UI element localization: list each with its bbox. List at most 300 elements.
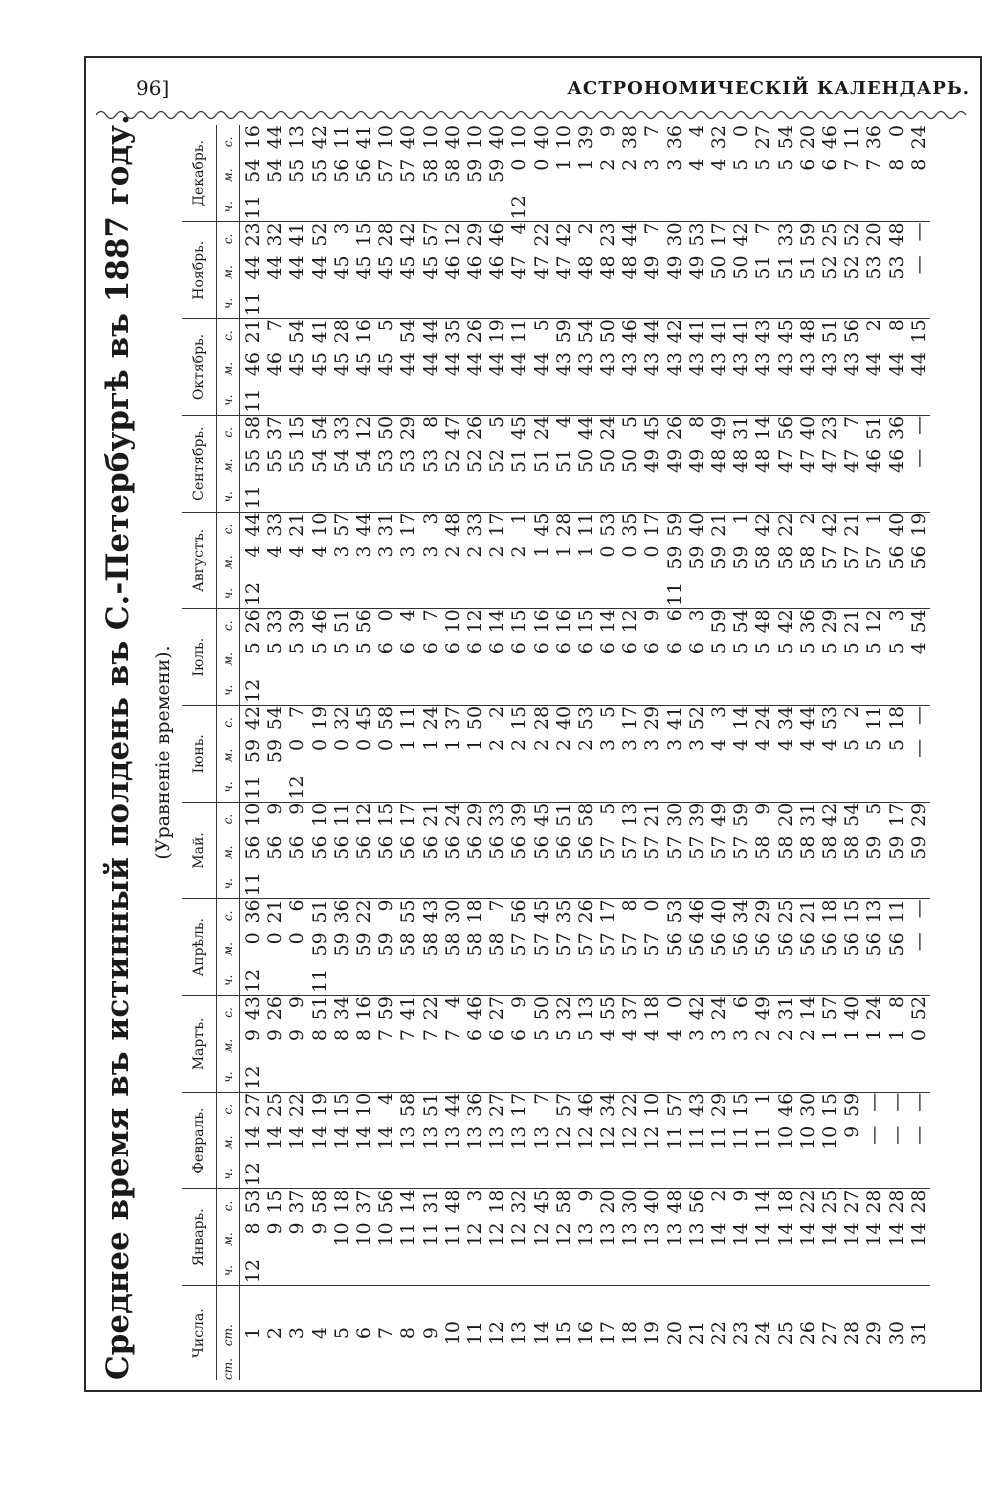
minute-cell: 4 [730, 738, 753, 751]
second-cell: 42 [730, 222, 753, 247]
minute-cell: 2 [552, 738, 575, 751]
second-cell: 40 [530, 125, 553, 150]
hour-cell [885, 1159, 907, 1189]
hour-cell [442, 289, 464, 319]
hour-cell [508, 869, 530, 899]
minute-cell: 13 [463, 1125, 486, 1150]
second-cell: 11 [330, 125, 353, 150]
hour-cell: 11 [240, 192, 265, 222]
minute-cell: 43 [841, 352, 864, 377]
hour-cell [309, 1062, 331, 1092]
hour-cell [797, 1062, 819, 1092]
hour-cell [664, 772, 686, 802]
second-cell: 17 [885, 802, 908, 827]
hour-cell [752, 289, 774, 319]
hour-cell [708, 1256, 730, 1286]
hour-cell: 11 [240, 289, 265, 319]
unit-label: м. [217, 159, 240, 192]
second-cell: 48 [441, 1189, 464, 1214]
minute-cell: 10 [353, 1222, 376, 1247]
second-cell: 44 [641, 319, 664, 344]
hour-cell [885, 482, 907, 512]
second-cell: 49 [752, 996, 775, 1021]
second-cell: 1 [730, 512, 753, 525]
hour-cell [641, 966, 663, 996]
unit-label: м. [217, 836, 240, 869]
hour-cell [331, 676, 353, 706]
hour-cell [619, 289, 641, 319]
second-cell: 51 [308, 899, 331, 924]
second-cell: 27 [752, 125, 775, 150]
minute-cell: 57 [508, 932, 531, 957]
minute-cell: 59 [685, 545, 708, 570]
hour-cell [353, 482, 375, 512]
second-cell: 41 [286, 222, 309, 247]
minute-cell: 56 [463, 835, 486, 860]
minute-cell: 0 [286, 932, 309, 945]
second-cell: 15 [375, 802, 398, 827]
second-cell: 3 [330, 222, 353, 235]
minute-cell: 1 [441, 738, 464, 751]
minute-cell: 11 [663, 1125, 686, 1150]
day-number: 25 [774, 1321, 797, 1346]
second-cell: 3 [419, 512, 442, 525]
minute-cell: 2 [486, 738, 509, 751]
hour-cell [375, 1062, 397, 1092]
second-cell: 0 [641, 899, 664, 912]
hour-cell [530, 1256, 552, 1286]
second-cell: 26 [463, 319, 486, 344]
hour-cell [752, 966, 774, 996]
second-cell: 50 [375, 415, 398, 441]
minute-cell: 47 [774, 448, 797, 473]
minute-cell: 56 [841, 932, 864, 957]
hour-cell [553, 192, 575, 222]
second-cell: 37 [353, 1189, 376, 1214]
hour-cell [730, 1256, 752, 1286]
minute-cell: 13 [419, 1125, 442, 1150]
minute-cell: 59 [885, 835, 908, 860]
second-cell: 30 [619, 1189, 642, 1214]
second-cell: 37 [619, 996, 642, 1021]
minute-cell: 56 [353, 158, 376, 183]
hour-cell [908, 966, 930, 996]
hour-cell [686, 772, 708, 802]
table-row [885, 125, 907, 1380]
hour-cell [530, 676, 552, 706]
month-header: Декабрь. [182, 125, 217, 222]
second-cell: 43 [242, 996, 265, 1021]
second-cell: 17 [508, 1092, 531, 1117]
second-cell: 19 [907, 512, 930, 537]
second-cell: 59 [708, 609, 731, 634]
hour-cell [708, 676, 730, 706]
hour-cell [641, 1062, 663, 1092]
minute-cell: 56 [818, 932, 841, 957]
second-cell: 26 [574, 899, 597, 924]
second-cell: 26 [463, 415, 486, 441]
hour-cell [375, 192, 397, 222]
second-cell: 40 [486, 125, 509, 150]
hour-cell [331, 966, 353, 996]
second-cell: 6 [663, 609, 686, 622]
minute-cell: 46 [463, 255, 486, 280]
table-row [508, 125, 530, 1380]
minute-cell: 6 [397, 642, 420, 655]
second-cell: 27 [486, 1092, 509, 1117]
hour-cell [264, 1062, 286, 1092]
second-cell: 10 [353, 1092, 376, 1117]
second-cell: 21 [841, 609, 864, 634]
second-cell: 15 [841, 899, 864, 924]
second-cell: 58 [375, 705, 398, 731]
minute-cell: 14 [264, 1125, 287, 1150]
minute-cell: 43 [641, 352, 664, 377]
hour-cell [530, 869, 552, 899]
minute-cell: 57 [663, 835, 686, 860]
hour-cell [264, 772, 286, 802]
minute-cell: 58 [796, 835, 819, 860]
minute-cell: 45 [330, 352, 353, 377]
second-cell: 2 [486, 705, 509, 719]
hour-cell [508, 482, 530, 512]
hour-cell [397, 289, 419, 319]
hour-cell [863, 966, 885, 996]
second-cell: 51 [419, 1092, 442, 1117]
day-number: 24 [752, 1321, 775, 1346]
minute-cell: 6 [641, 642, 664, 655]
second-cell: 39 [685, 802, 708, 827]
minute-cell: 50 [574, 448, 597, 473]
hour-cell [775, 1062, 797, 1092]
second-cell: 42 [752, 512, 775, 537]
hour-cell [464, 579, 486, 609]
second-cell: 16 [552, 609, 575, 634]
second-cell: 11 [508, 319, 531, 344]
minute-cell: 9 [286, 1222, 309, 1235]
hour-cell [686, 482, 708, 512]
hour-cell [819, 1159, 841, 1189]
minute-cell: 1 [552, 158, 575, 171]
second-cell: 14 [597, 609, 620, 634]
minute-cell: 58 [463, 932, 486, 957]
minute-cell: 44 [441, 352, 464, 377]
second-cell: 45 [353, 705, 376, 731]
second-cell: 53 [663, 899, 686, 924]
second-cell: 46 [574, 1092, 597, 1117]
unit-label: м. [217, 255, 240, 288]
minute-cell: 43 [574, 352, 597, 377]
second-cell: 1 [752, 1092, 775, 1105]
second-cell: 8 [885, 319, 908, 332]
hour-cell [641, 579, 663, 609]
hour-cell [730, 1159, 752, 1189]
day-number: 27 [818, 1321, 841, 1346]
month-header: Январь. [182, 1189, 217, 1286]
minute-cell: 46 [863, 448, 886, 473]
hour-cell [286, 1062, 308, 1092]
minute-cell: 5 [708, 642, 731, 655]
hour-cell [397, 869, 419, 899]
unit-label: с. [217, 802, 240, 835]
second-cell: 16 [353, 319, 376, 344]
minute-cell: 57 [841, 545, 864, 570]
second-cell: 10 [441, 609, 464, 634]
minute-cell: 3 [330, 545, 353, 558]
minute-cell: 51 [530, 448, 553, 473]
minute-cell: 1 [841, 1029, 864, 1042]
minute-cell: 58 [397, 932, 420, 957]
minute-cell: 58 [774, 835, 797, 860]
hour-cell [530, 1159, 552, 1189]
minute-cell: 9 [242, 1029, 265, 1042]
second-cell: 56 [508, 899, 531, 924]
rotated-content [100, 114, 970, 1380]
hour-cell [309, 1159, 331, 1189]
hour-cell [664, 966, 686, 996]
second-cell: 7 [486, 899, 509, 912]
table-row [397, 125, 419, 1380]
minute-cell: 48 [574, 255, 597, 280]
hour-cell [353, 579, 375, 609]
second-cell: 27 [841, 1189, 864, 1214]
second-cell: 25 [774, 899, 797, 924]
minute-cell: 57 [818, 545, 841, 570]
minute-cell: 11 [441, 1222, 464, 1247]
hour-cell [664, 869, 686, 899]
table-row [641, 125, 663, 1380]
second-cell: 36 [663, 125, 686, 150]
second-cell: 4 [397, 609, 420, 622]
second-cell: 56 [841, 319, 864, 344]
hour-cell [442, 192, 464, 222]
minute-cell: 13 [486, 1125, 509, 1150]
hour-cell [664, 1159, 686, 1189]
minute-cell: 52 [841, 255, 864, 280]
hour-cell [819, 482, 841, 512]
second-cell: 44 [264, 125, 287, 150]
equation-of-time-table [182, 125, 930, 1380]
minute-cell: 53 [863, 255, 886, 280]
minute-cell: 56 [375, 835, 398, 860]
unit-label: с. [217, 415, 240, 448]
second-cell: 6 [730, 996, 753, 1009]
hour-cell [553, 966, 575, 996]
hour-cell [375, 869, 397, 899]
second-cell: 40 [641, 1189, 664, 1214]
hour-cell [863, 1256, 885, 1286]
minute-cell: 4 [818, 738, 841, 751]
minute-cell: 12 [552, 1125, 575, 1150]
minute-cell: 10 [774, 1125, 797, 1150]
hour-cell [309, 1256, 331, 1286]
second-cell: 39 [574, 125, 597, 150]
second-cell: 50 [597, 319, 620, 344]
hour-cell [286, 386, 308, 416]
table-row [664, 125, 686, 1380]
minute-cell: 43 [730, 352, 753, 377]
second-cell: 25 [818, 1189, 841, 1214]
second-cell: 0 [375, 609, 398, 622]
second-cell: 49 [708, 415, 731, 441]
minute-cell: 56 [397, 835, 420, 860]
day-number: 16 [574, 1321, 597, 1346]
hour-cell [309, 579, 331, 609]
second-cell: — [907, 1092, 930, 1112]
hour-cell [819, 772, 841, 802]
unit-label: ч. [217, 1256, 240, 1286]
minute-cell: 3 [663, 738, 686, 751]
second-cell: 7 [286, 705, 309, 719]
minute-cell: 2 [774, 1029, 797, 1042]
minute-cell: 59 [907, 835, 930, 860]
minute-cell: 3 [641, 738, 664, 751]
unit-old-style: ст. [221, 1358, 235, 1380]
hour-cell [486, 869, 508, 899]
minute-cell: 44 [242, 255, 265, 280]
hour-cell [730, 289, 752, 319]
second-cell: 35 [552, 899, 575, 924]
second-cell: 54 [730, 609, 753, 634]
hour-cell [553, 1062, 575, 1092]
minute-cell: 7 [375, 1029, 398, 1042]
second-cell: 41 [397, 996, 420, 1021]
minute-cell: 44 [419, 352, 442, 377]
day-unit-header [217, 1286, 240, 1380]
minute-cell: 57 [619, 932, 642, 957]
hour-cell [797, 772, 819, 802]
hour-cell [464, 1159, 486, 1189]
hour-cell [841, 869, 863, 899]
second-cell: 7 [641, 222, 664, 235]
hour-cell [908, 869, 930, 899]
hour-cell [575, 869, 597, 899]
hour-cell [597, 482, 619, 512]
second-cell: 22 [530, 222, 553, 247]
minute-cell: 6 [463, 642, 486, 655]
unit-label: м. [217, 1222, 240, 1255]
hour-cell [775, 772, 797, 802]
minute-cell: 44 [264, 255, 287, 280]
second-cell: 58 [308, 1189, 331, 1214]
second-cell: 18 [486, 1189, 509, 1214]
month-header: Апрѣль. [182, 899, 217, 996]
second-cell: 13 [286, 125, 309, 150]
hour-cell [353, 289, 375, 319]
minute-cell: 10 [818, 1125, 841, 1150]
hour-cell [375, 482, 397, 512]
hour-cell [908, 1256, 930, 1286]
second-cell: 24 [597, 415, 620, 441]
table-row [819, 125, 841, 1380]
hour-cell [619, 482, 641, 512]
hour-cell: 11 [240, 869, 265, 899]
minute-cell: 1 [574, 158, 597, 171]
running-title: АСТРОНОМИЧЕСКІЙ КАЛЕНДАРЬ. [567, 78, 970, 99]
minute-cell: 14 [375, 1125, 398, 1150]
minute-cell: 3 [641, 158, 664, 171]
second-cell: 59 [663, 512, 686, 537]
minute-cell: 6 [463, 1029, 486, 1042]
minute-cell: 46 [264, 352, 287, 377]
second-cell: 46 [619, 319, 642, 344]
second-cell: 54 [774, 125, 797, 150]
minute-cell: 47 [841, 448, 864, 473]
second-cell: 33 [264, 512, 287, 537]
minute-cell: 7 [419, 1029, 442, 1042]
minute-cell: 51 [774, 255, 797, 280]
second-cell: 10 [308, 802, 331, 827]
hour-cell [375, 289, 397, 319]
hour-cell [841, 676, 863, 706]
minute-cell: 53 [375, 448, 398, 473]
hour-cell [264, 1159, 286, 1189]
hour-cell [286, 1159, 308, 1189]
hour-cell [508, 966, 530, 996]
second-cell: 11 [397, 705, 420, 731]
minute-cell: 4 [708, 158, 731, 171]
minute-cell: 9 [264, 1029, 287, 1042]
second-cell: 10 [508, 125, 531, 150]
hour-cell [775, 869, 797, 899]
hour-cell [486, 482, 508, 512]
second-cell: 13 [574, 996, 597, 1021]
minute-cell: 53 [885, 255, 908, 280]
second-cell: 41 [663, 705, 686, 731]
minute-cell: 58 [419, 932, 442, 957]
hour-cell [619, 772, 641, 802]
hour-cell [641, 1159, 663, 1189]
hour-cell [442, 869, 464, 899]
second-cell: 7 [641, 125, 664, 138]
second-cell: 6 [286, 899, 309, 912]
minute-cell: 43 [663, 352, 686, 377]
minute-cell: 4 [663, 1029, 686, 1042]
minute-cell: 6 [574, 642, 597, 655]
minute-cell: 57 [530, 932, 553, 957]
minute-cell: 43 [708, 352, 731, 377]
hour-cell [286, 869, 308, 899]
month-header: Май. [182, 802, 217, 899]
hour-cell [530, 772, 552, 802]
day-number: 23 [730, 1321, 753, 1346]
hour-cell [841, 579, 863, 609]
hour-cell [575, 579, 597, 609]
hour-cell [841, 1062, 863, 1092]
second-cell: 40 [841, 996, 864, 1021]
hour-cell [686, 1159, 708, 1189]
minute-cell: 1 [419, 738, 442, 751]
second-cell: 21 [796, 899, 819, 924]
second-cell: 40 [441, 125, 464, 150]
hour-cell [797, 386, 819, 416]
second-cell: 21 [708, 512, 731, 537]
second-cell: 53 [574, 705, 597, 731]
hour-cell [442, 579, 464, 609]
minute-cell: 5 [730, 642, 753, 655]
second-cell: 44 [574, 415, 597, 441]
second-cell: — [907, 415, 930, 435]
second-cell: 34 [774, 705, 797, 731]
minute-cell: 1 [885, 1029, 908, 1042]
second-cell: 22 [286, 1092, 309, 1117]
minute-cell: 48 [708, 448, 731, 473]
second-cell: 21 [419, 802, 442, 827]
minute-cell: 56 [242, 835, 265, 860]
minute-cell: 58 [796, 545, 819, 570]
minute-cell: 56 [752, 932, 775, 957]
second-cell: 36 [863, 125, 886, 150]
